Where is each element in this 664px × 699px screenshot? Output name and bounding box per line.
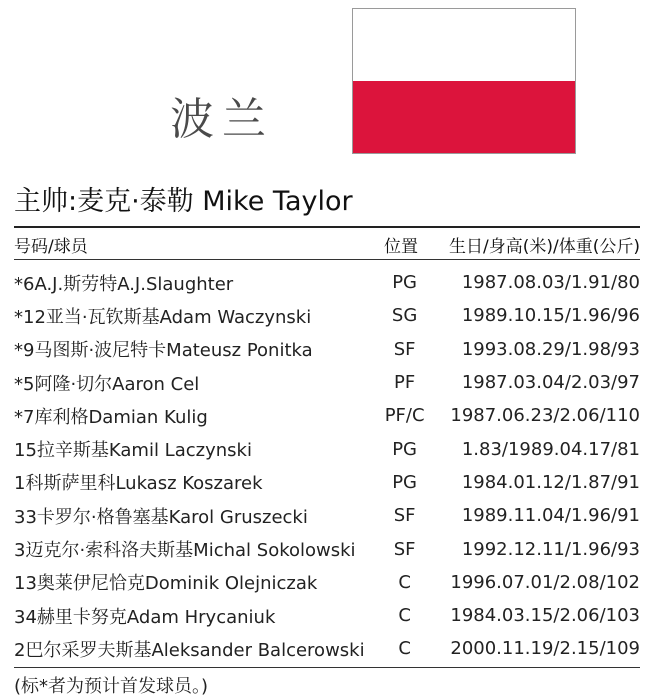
roster-table [14,266,640,666]
player-row [14,532,640,565]
coach-line: 主帅:麦克·泰勒 Mike Taylor [14,186,353,217]
player-position: PF/C [384,405,425,427]
player-row [14,432,640,465]
top-rule [14,226,640,228]
player-name: *7库利格Damian Kulig [14,406,208,428]
player-name: *5阿隆·切尔Aaron Cel [14,373,200,395]
player-row [14,299,640,332]
player-info: 1.83/1989.04.17/81 [461,438,640,460]
header-rule [14,259,640,260]
starter-note: (标*者为预计首发球员。) [14,676,209,697]
player-position: SF [393,338,416,360]
poland-flag [352,8,576,154]
player-info: 1984.03.15/2.06/103 [450,605,640,627]
player-name: *6A.J.斯劳特A.J.Slaughter [14,273,234,295]
player-info: 1987.06.23/2.06/110 [450,405,640,427]
player-name: *12亚当·瓦钦斯基Adam Waczynski [14,306,312,328]
player-row [14,366,640,399]
header-position: 位置 [384,237,418,257]
header-number-player: 号码/球员 [14,237,88,257]
player-info: 1989.11.04/1.96/91 [461,505,640,527]
flag-white-stripe [353,9,575,81]
player-row [14,266,640,299]
player-position: C [398,571,411,593]
player-info: 1987.03.04/2.03/97 [461,372,640,394]
player-row [14,333,640,366]
player-position: PF [394,372,416,394]
player-info: 1987.08.03/1.91/80 [461,272,640,294]
player-position: SF [393,538,416,560]
player-position: PG [392,272,418,294]
player-position: C [398,605,411,627]
player-info: 1989.10.15/1.96/96 [461,305,640,327]
table-header [14,232,654,257]
player-name: 1科斯萨里科Lukasz Koszarek [14,473,263,495]
player-name: 3迈克尔·索科洛夫斯基Michal Sokolowski [14,540,356,562]
player-info: 2000.11.19/2.15/109 [450,638,640,660]
player-position: PG [392,471,418,493]
player-row [14,499,640,532]
player-row [14,566,640,599]
player-name: 34赫里卡努克Adam Hrycaniuk [14,606,276,628]
country-title: 波兰 [170,94,274,145]
player-position: C [398,638,411,660]
player-name: 15拉辛斯基Kamil Laczynski [14,440,252,462]
player-info: 1992.12.11/1.96/93 [461,538,640,560]
player-name: 2巴尔采罗夫斯基Aleksander Balcerowski [14,639,365,661]
player-name: 13奥莱伊尼恰克Dominik Olejniczak [14,573,318,595]
player-position: SF [393,505,416,527]
player-row [14,466,640,499]
player-info: 1984.01.12/1.87/91 [461,471,640,493]
player-name: 33卡罗尔·格鲁塞基Karol Gruszecki [14,506,308,528]
player-name: *9马图斯·波尼特卡Mateusz Ponitka [14,340,313,362]
player-position: PG [392,438,418,460]
player-info: 1993.08.29/1.98/93 [461,338,640,360]
flag-red-stripe [353,81,575,153]
player-position: SG [391,305,418,327]
bottom-rule [14,667,640,668]
player-row [14,599,640,632]
player-row [14,632,640,665]
header-info: 生日/身高(米)/体重(公斤) [449,237,640,257]
player-row [14,399,640,432]
player-info: 1996.07.01/2.08/102 [450,571,640,593]
